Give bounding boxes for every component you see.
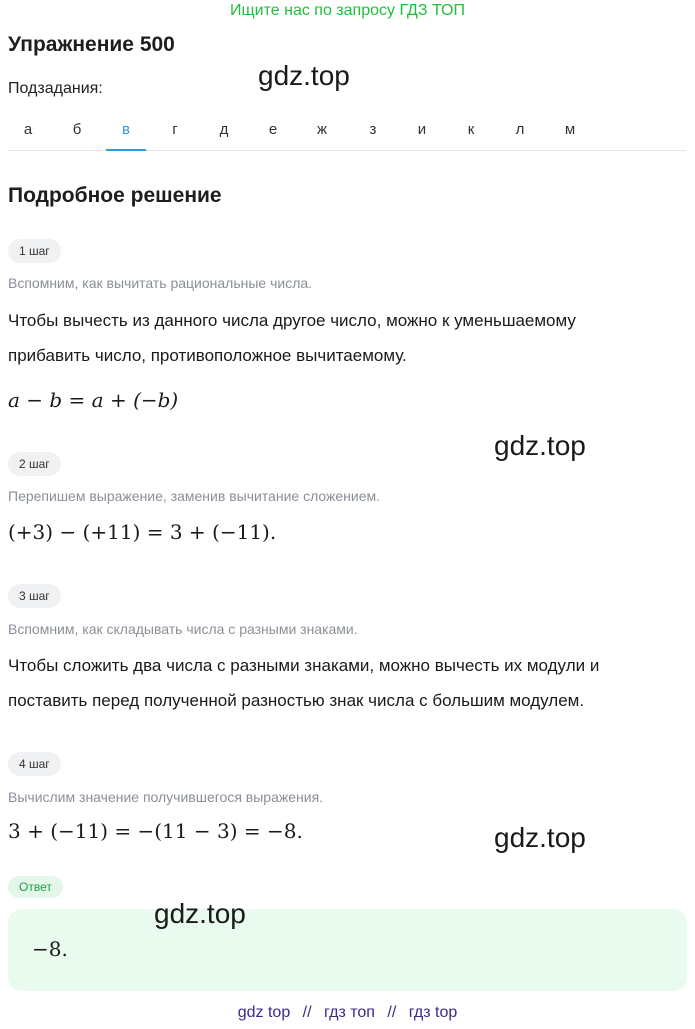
footer-link-gdz-top-ru[interactable]: гдз топ [324,1004,375,1021]
step-text: Чтобы сложить два числа с разными знаками, можно вычесть их модули и [8,656,600,675]
footer-link-gdz-top-mixed[interactable]: гдз top [408,1004,458,1021]
footer-links [0,1004,695,1022]
step-hint: Перепишем выражение, заменив вычитание сложением. [8,488,381,504]
step-text: прибавить число, противоположное вычитаемому. [8,346,407,365]
solution-heading: Подробное решение [8,184,222,207]
step-text: поставить перед полученной разностью знак числа с большим модулем. [8,691,585,710]
tab-a[interactable]: а [23,121,33,138]
tab-b[interactable]: б [72,121,82,138]
watermark: gdz.top [494,822,586,853]
tab-e[interactable]: е [268,121,278,138]
tab-l[interactable]: л [515,121,525,138]
step-hint: Вспомним, как вычитать рациональные числа. [8,275,313,291]
step-badge: 1 шаг [8,239,61,263]
tab-v[interactable]: в [106,112,146,151]
step-formula: 3 + (−11) = −(11 − 3) = −8. [8,819,303,843]
watermark: gdz.top [494,430,586,461]
search-hint-banner: Ищите нас по запросу ГДЗ ТОП [230,2,465,19]
step-hint: Вспомним, как складывать числа с разными знаками. [8,621,358,637]
step-text: Чтобы вычесть из данного числа другое число, можно к уменьшаемому [8,311,576,330]
tab-m[interactable]: м [564,121,576,138]
watermark: gdz.top [154,898,246,929]
tab-k[interactable]: к [467,121,475,138]
answer-box [8,909,687,991]
tab-g[interactable]: г [172,121,178,138]
step-badge: 2 шаг [8,452,61,476]
watermark: gdz.top [258,60,350,91]
tab-d[interactable]: д [219,121,229,138]
answer-value: −8. [32,937,68,961]
subtasks-label: Подзадания: [8,80,103,97]
answer-badge: Ответ [8,876,63,898]
step-badge: 3 шаг [8,584,61,608]
footer-separator: // [387,1004,397,1021]
step-formula: (+3) − (+11) = 3 + (−11). [8,520,277,544]
step-hint: Вычислим значение получившегося выражения. [8,789,324,805]
footer-link-gdz-top[interactable]: gdz top [237,1004,291,1021]
subtask-tabs [8,112,686,151]
step-formula: a − b = a + (−b) [8,388,179,412]
footer-separator: // [302,1004,312,1021]
tab-i[interactable]: и [417,121,427,138]
step-badge: 4 шаг [8,752,61,776]
tab-zh[interactable]: ж [316,121,328,138]
tab-z[interactable]: з [369,121,377,138]
page-title: Упражнение 500 [8,33,175,56]
